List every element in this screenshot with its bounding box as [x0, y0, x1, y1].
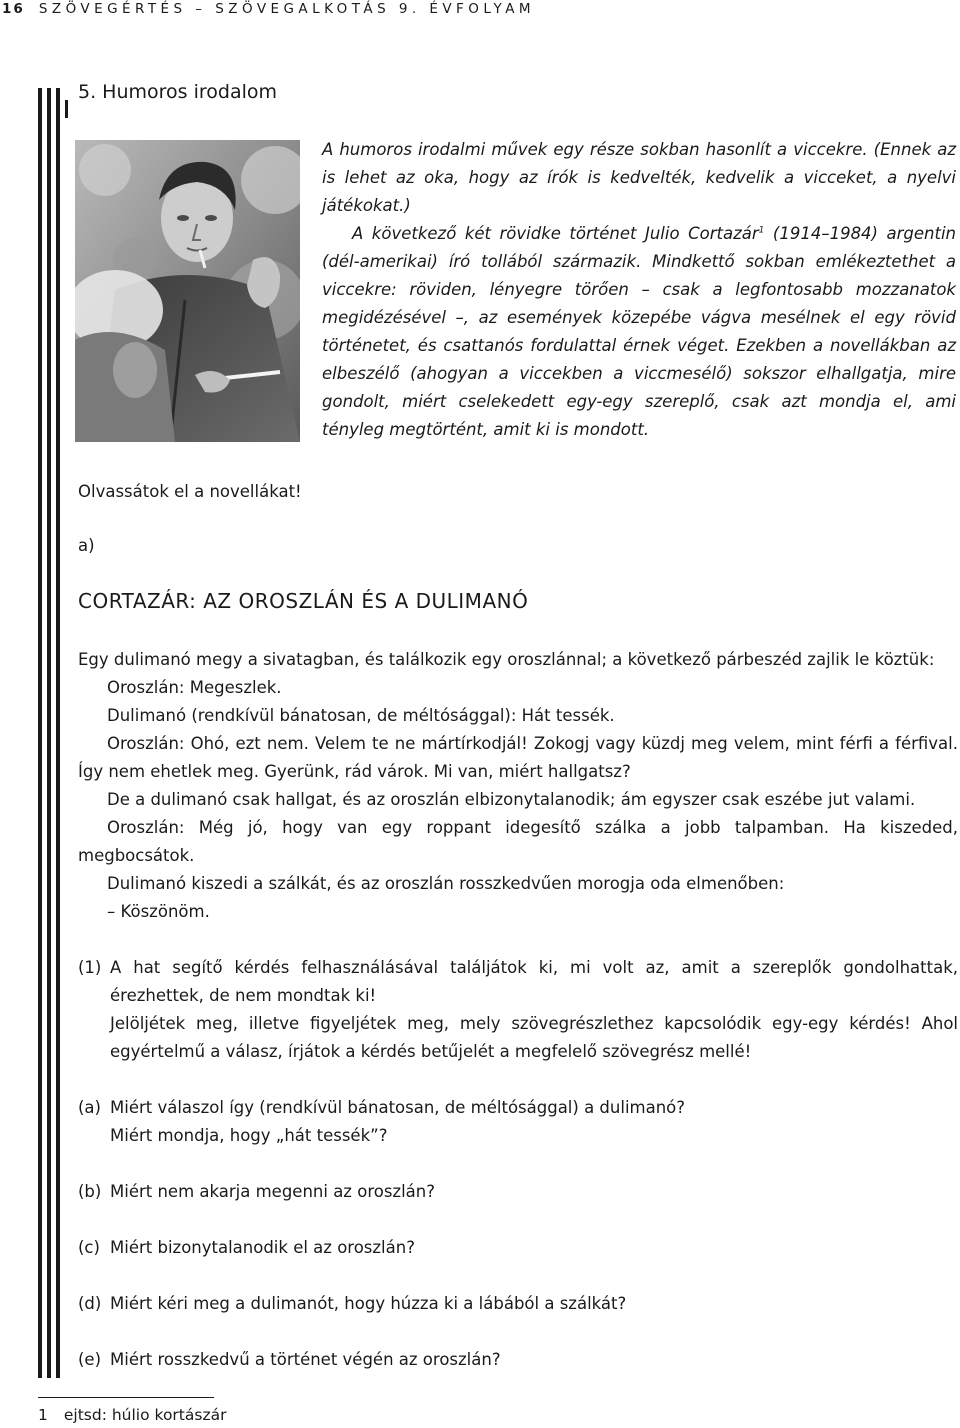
- question-text: Miért rosszkedvű a történet végén az oroszlán?: [110, 1350, 501, 1369]
- story-paragraph: Oroszlán: Megeszlek.: [107, 678, 282, 697]
- story-paragraph: Dulimanó kiszedi a szálkát, és az oroszlán rosszkedvűen morogja oda elmenőben:: [107, 874, 785, 893]
- running-title: SZÖVEGÉRTÉS – SZÖVEGALKOTÁS 9. ÉVFOLYAM: [38, 1, 535, 17]
- section-title: 5. Humoros irodalom: [78, 81, 277, 103]
- story-paragraph: Oroszlán: Ohó, ezt nem. Velem te ne mártírkodjál! Zokogj vagy küzdj meg velem, mint férfi a férfival. Így nem ehetlek meg. Gyerünk, rád várok. Mi van, miért hallgatsz?: [78, 734, 958, 781]
- story-paragraph: De a dulimanó csak hallgat, és az oroszlán elbizonytalanodik; ám egyszer csak eszébe jut valami.: [107, 790, 916, 809]
- question-a: [78, 1094, 958, 1150]
- question-label: (b): [78, 1182, 102, 1201]
- story-paragraph: Egy dulimanó megy a sivatagban, és találkozik egy oroszlánnal; a következő párbeszéd zajlik le köztük:: [78, 650, 935, 669]
- author-photo-illustration: [75, 140, 300, 442]
- question-label: (e): [78, 1350, 102, 1369]
- footnote-number: 1: [38, 1406, 48, 1424]
- footnote-rule: [38, 1397, 214, 1398]
- footnote-text: ejtsd: húlio kortászár: [63, 1406, 227, 1424]
- question-text: Miért nem akarja megenni az oroszlán?: [110, 1182, 435, 1201]
- footnote: [38, 1404, 226, 1426]
- task-paragraph-1: A hat segítő kérdés felhasználásával találjátok ki, mi volt az, amit a szereplők gondolhattak, érezhettek, de nem mondtak ki!: [110, 958, 958, 1005]
- question-text: Miért kéri meg a dulimanót, hogy húzza ki a lábából a szálkát?: [110, 1294, 627, 1313]
- decorative-bar-4: [65, 100, 68, 118]
- intro-paragraph-1: A humoros irodalmi művek egy része sokban hasonlít a viccekre. (Ennek az is lehet az oka, hogy az írók is kedvelték, kedvelik a vicceket, a nyelvi játékokat.): [322, 140, 956, 215]
- question-c: [78, 1234, 958, 1262]
- intro-paragraph-2-start: A következő két rövidke történet Julio Cortazár: [352, 224, 759, 243]
- instruction: Olvassátok el a novellákat!: [78, 482, 302, 501]
- intro-paragraph-2: [322, 220, 956, 444]
- story-paragraph: – Köszönöm.: [107, 902, 210, 921]
- question-text-2: Miért mondja, hogy „hát tessék”?: [110, 1126, 388, 1145]
- intro-text: [322, 136, 956, 444]
- question-text: Miért válaszol így (rendkívül bánatosan, de méltósággal) a dulimanó?: [110, 1098, 686, 1117]
- footnote-reference: 1: [758, 225, 765, 236]
- page-number: 16: [2, 1, 25, 17]
- question-b: [78, 1178, 958, 1206]
- author-photo: [75, 140, 300, 442]
- task-paragraph-2: Jelöljétek meg, illetve figyeljétek meg, mely szövegrészlethez kapcsolódik egy-egy kérdés! Ahol egyértelmű a válasz, írjátok a kérdés betűjelét a megfelelő szövegrész mellé!: [110, 1014, 958, 1061]
- running-head: [2, 0, 535, 18]
- story-text: [78, 646, 958, 926]
- question-d: [78, 1290, 958, 1318]
- task: [78, 954, 958, 1066]
- story-paragraph: Dulimanó (rendkívül bánatosan, de méltósággal): Hát tessék.: [107, 706, 615, 725]
- part-label: a): [78, 536, 95, 555]
- decorative-bar-1: [38, 88, 42, 1378]
- decorative-bar-3: [56, 88, 60, 1378]
- story-paragraph: Oroszlán: Még jó, hogy van egy roppant idegesítő szálka a jobb talpamban. Ha kiszeded, megbocsátok.: [78, 818, 958, 865]
- task-body: [110, 954, 958, 1066]
- question-e: [78, 1346, 958, 1374]
- question-text: Miért bizonytalanodik el az oroszlán?: [110, 1238, 415, 1257]
- task-number: (1): [78, 958, 102, 977]
- question-label: (a): [78, 1098, 101, 1117]
- question-label: (d): [78, 1294, 102, 1313]
- decorative-bar-2: [47, 88, 51, 1378]
- story-title: CORTAZÁR: AZ OROSZLÁN ÉS A DULIMANÓ: [78, 589, 529, 613]
- intro-paragraph-2-rest: (1914–1984) argentin (dél-amerikai) író tollából származik. Mindkettő sokban emlékeztethet a viccekre: röviden, lényegre törően – csak a legfontosabb mozzanatok megidézésével –, az események közepébe vágva mesélnek el egy rövid történetet, és csattanós fordulattal érnek véget. Ezekben a novellákban az elbeszélő (ahogyan a viccekben a viccmesélő) sokszor elhallgatja, mire gondolt, miért cselekedett egy-egy szereplő, csak azt mondja el, ami tényleg megtörtént, amit ki is mondott.: [322, 224, 956, 439]
- question-label: (c): [78, 1238, 100, 1257]
